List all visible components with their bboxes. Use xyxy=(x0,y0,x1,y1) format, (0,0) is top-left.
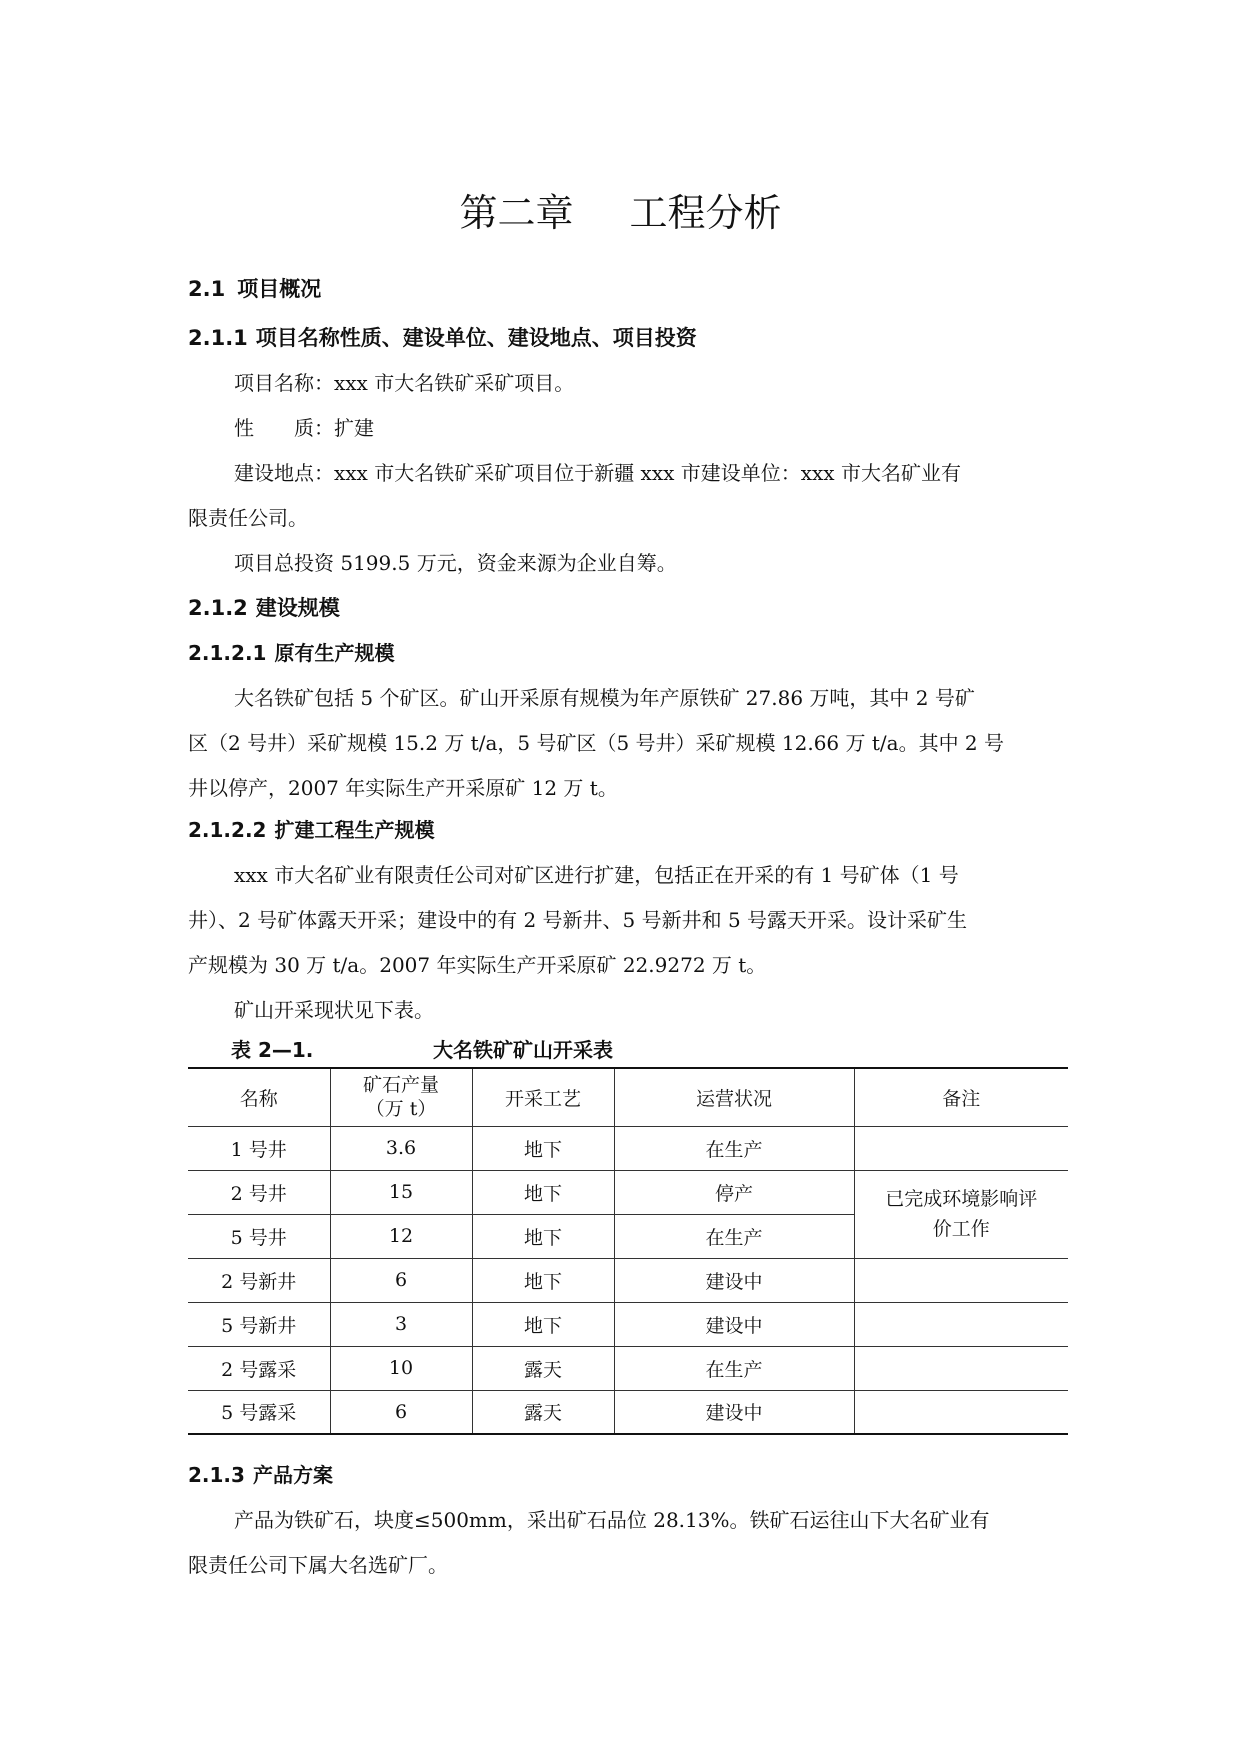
table-row xyxy=(188,1302,1068,1346)
cell-status: 建设中 xyxy=(614,1302,854,1346)
cell-remark-merged xyxy=(854,1170,1068,1258)
heading-2-1-2-2 xyxy=(188,815,434,845)
investment-line: 项目总投资 5199.5 万元，资金来源为企业自筹。 xyxy=(234,551,677,575)
heading-number: 2.1.2.2 xyxy=(188,818,267,842)
heading-text: 产品方案 xyxy=(252,1463,333,1487)
cell-name: 5 号露采 xyxy=(188,1390,330,1434)
product-line-2: 限责任公司下属大名选矿厂。 xyxy=(188,1553,448,1577)
cell-process: 露天 xyxy=(472,1390,614,1434)
header-status: 运营状况 xyxy=(614,1068,854,1126)
chapter-name: 工程分析 xyxy=(629,191,782,235)
table-row xyxy=(188,1170,1068,1214)
chapter-title xyxy=(0,188,1241,238)
table-intro-line: 矿山开采现状见下表。 xyxy=(234,998,434,1022)
heading-text: 项目名称性质、建设单位、建设地点、项目投资 xyxy=(255,326,697,350)
product-line-1: 产品为铁矿石，块度≤500mm，采出矿石品位 28.13%。铁矿石运往山下大名矿业有 xyxy=(234,1508,990,1532)
original-scale-line-1: 大名铁矿包括 5 个矿区。矿山开采原有规模为年产原铁矿 27.86 万吨，其中 2 号矿 xyxy=(234,686,975,710)
cell-remark xyxy=(854,1390,1068,1434)
heading-2-1-3 xyxy=(188,1460,333,1490)
cell-name: 2 号新井 xyxy=(188,1258,330,1302)
heading-2-1-1 xyxy=(188,323,697,353)
cell-status: 在生产 xyxy=(614,1214,854,1258)
table-caption-label: 表 2—1. xyxy=(231,1038,314,1062)
cell-output: 3.6 xyxy=(330,1126,472,1170)
cell-remark xyxy=(854,1346,1068,1390)
table-row xyxy=(188,1390,1068,1434)
cell-name: 2 号露采 xyxy=(188,1346,330,1390)
cell-status: 在生产 xyxy=(614,1126,854,1170)
header-process: 开采工艺 xyxy=(472,1068,614,1126)
cell-process: 地下 xyxy=(472,1170,614,1214)
chapter-number: 第二章 xyxy=(459,191,574,235)
table-row xyxy=(188,1258,1068,1302)
heading-2-1-2-1 xyxy=(188,638,394,668)
table-row xyxy=(188,1126,1068,1170)
cell-output: 15 xyxy=(330,1170,472,1214)
cell-output: 6 xyxy=(330,1258,472,1302)
heading-number: 2.1.2 xyxy=(188,596,248,620)
cell-output: 6 xyxy=(330,1390,472,1434)
expansion-line-2: 井）、2 号矿体露天开采；建设中的有 2 号新井、5 号新井和 5 号露天开采。设计采矿生 xyxy=(188,908,968,932)
project-name-line: 项目名称：xxx 市大名铁矿采矿项目。 xyxy=(234,371,575,395)
heading-text: 扩建工程生产规模 xyxy=(274,818,435,842)
heading-number: 2.1 xyxy=(188,277,226,301)
table-caption-title: 大名铁矿矿山开采表 xyxy=(433,1038,613,1062)
header-output xyxy=(330,1068,472,1126)
cell-process: 地下 xyxy=(472,1214,614,1258)
heading-text: 原有生产规模 xyxy=(274,641,395,665)
cell-output: 12 xyxy=(330,1214,472,1258)
heading-text: 项目概况 xyxy=(237,277,322,301)
original-scale-line-3: 井以停产，2007 年实际生产开采原矿 12 万 t。 xyxy=(188,776,618,800)
header-output-line-1: 矿石产量 xyxy=(362,1074,439,1097)
cell-remark xyxy=(854,1302,1068,1346)
cell-name: 1 号井 xyxy=(188,1126,330,1170)
header-output-line-2: （万 t） xyxy=(365,1098,437,1121)
cell-output: 3 xyxy=(330,1302,472,1346)
header-name: 名称 xyxy=(188,1068,330,1126)
heading-2-1-2 xyxy=(188,593,340,623)
cell-name: 2 号井 xyxy=(188,1170,330,1214)
location-line-1: 建设地点：xxx 市大名铁矿采矿项目位于新疆 xxx 市建设单位：xxx 市大名矿业有 xyxy=(234,461,961,485)
cell-process: 地下 xyxy=(472,1258,614,1302)
header-remark: 备注 xyxy=(854,1068,1068,1126)
cell-status: 在生产 xyxy=(614,1346,854,1390)
cell-status: 建设中 xyxy=(614,1258,854,1302)
table-header-row xyxy=(188,1068,1068,1126)
cell-remark xyxy=(854,1258,1068,1302)
heading-text: 建设规模 xyxy=(255,596,340,620)
location-line-2: 限责任公司。 xyxy=(188,506,308,530)
expansion-line-3: 产规模为 30 万 t/a。2007 年实际生产开采原矿 22.9272 万 t。 xyxy=(188,953,767,977)
cell-name: 5 号井 xyxy=(188,1214,330,1258)
heading-number: 2.1.3 xyxy=(188,1463,245,1487)
cell-name: 5 号新井 xyxy=(188,1302,330,1346)
remark-line-2: 价工作 xyxy=(932,1218,990,1240)
cell-status: 建设中 xyxy=(614,1390,854,1434)
cell-output: 10 xyxy=(330,1346,472,1390)
table-row xyxy=(188,1346,1068,1390)
expansion-line-1: xxx 市大名矿业有限责任公司对矿区进行扩建，包括正在开采的有 1 号矿体（1 号 xyxy=(234,863,959,887)
cell-process: 地下 xyxy=(472,1302,614,1346)
remark-line-1: 已完成环境影响评 xyxy=(885,1188,1038,1210)
cell-process: 露天 xyxy=(472,1346,614,1390)
cell-status: 停产 xyxy=(614,1170,854,1214)
cell-remark xyxy=(854,1126,1068,1170)
nature-label: 性 质： xyxy=(234,416,334,440)
heading-2-1 xyxy=(188,274,321,304)
project-nature-line xyxy=(234,413,374,443)
cell-process: 地下 xyxy=(472,1126,614,1170)
original-scale-line-2: 区（2 号井）采矿规模 15.2 万 t/a，5 号矿区（5 号井）采矿规模 12.66 万 t/a。其中 2 号 xyxy=(188,731,1005,755)
heading-number: 2.1.1 xyxy=(188,326,248,350)
nature-value: 扩建 xyxy=(334,416,374,440)
mine-table xyxy=(188,1067,1068,1435)
heading-number: 2.1.2.1 xyxy=(188,641,267,665)
